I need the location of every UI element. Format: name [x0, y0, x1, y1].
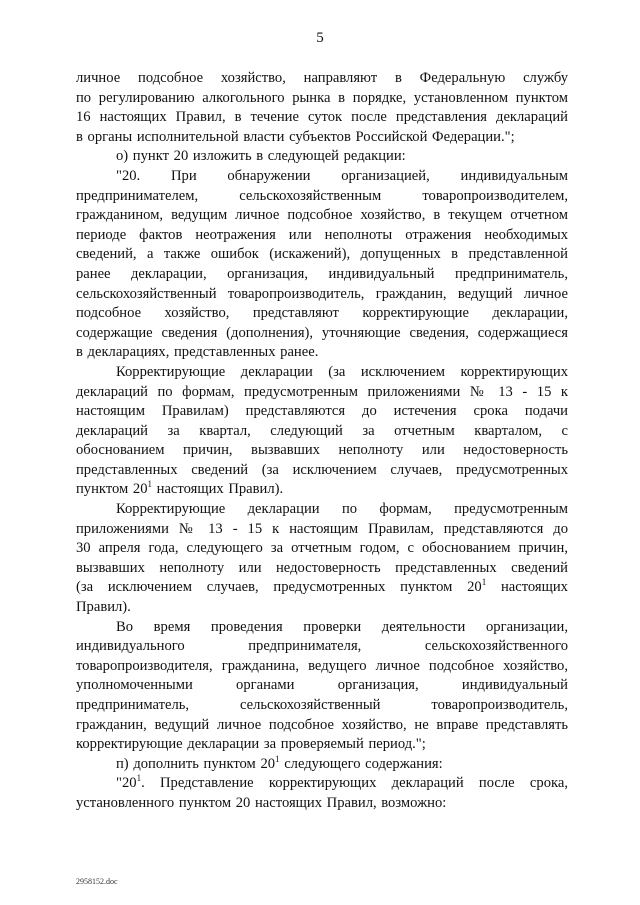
text-fragment: следующего содержания: [279, 755, 443, 772]
text-line: Корректирующие декларации по формам, предусмотренным [116, 501, 568, 518]
footer-filename: 2958152.doc [76, 877, 118, 886]
superscript: 1 [275, 753, 280, 764]
text-fragment: (за исключением случаев, предусмотренных пунктом 20 [76, 579, 482, 596]
text-line: настоящим Правилам) представляются до истечения срока подачи [76, 403, 568, 420]
page-number: 5 [316, 30, 324, 46]
text-line: в органы исполнительной власти субъектов Российской Федерации."; [76, 128, 515, 145]
text-line: гражданин, ведущий личное подсобное хозяйство, не вправе представлять [76, 716, 568, 733]
superscript: 1 [136, 773, 142, 784]
text-line: сведений, а также ошибок (искажений), допущенных в представленной [76, 246, 568, 263]
text-line: представленных сведений (за исключением случаев, предусмотренных [76, 461, 568, 478]
text-line [76, 480, 568, 500]
text-line: приложениями № 13 - 15 к настоящим Правилам, представляются до [76, 520, 568, 537]
text-line: предприниматель, сельскохозяйственный товаропроизводитель, [76, 697, 568, 713]
text-line: товаропроизводителя, гражданина, ведущего личное подсобное хозяйство, [76, 657, 568, 674]
superscript: 1 [147, 479, 152, 490]
text-line: содержащие сведения (дополнения), уточняющие сведения, содержащиеся [76, 324, 568, 341]
text-line: деклараций по формам, предусмотренным приложениями № 13 - 15 к [76, 383, 568, 400]
text-line: корректирующие декларации за проверяемый период."; [76, 736, 426, 753]
text-line: сельскохозяйственный товаропроизводитель, гражданин, ведущий личное [76, 285, 568, 302]
text-line: гражданином, ведущим личное подсобное хозяйство, в текущем отчетном [76, 207, 568, 224]
text-fragment: "20 [116, 775, 137, 792]
text-line: обоснованием причин, вызвавших неполноту или недостоверность [76, 442, 568, 459]
text-line [76, 755, 568, 775]
text-line: "20. При обнаружении организацией, индивидуальным [116, 167, 568, 184]
text-line: ранее декларации, организация, индивидуальный предприниматель, [76, 265, 568, 282]
text-line: периоде фактов неотражения или неполноты отражения необходимых [76, 226, 568, 243]
text-line: 16 настоящих Правил, в течение суток после представления деклараций [76, 109, 568, 126]
text-line: деклараций за квартал, следующий за отчетным кварталом, с [76, 422, 568, 439]
text-fragment: пунктом 20 [76, 481, 148, 498]
document-body [76, 69, 568, 814]
superscript: 1 [481, 577, 487, 588]
text-line: предпринимателем, сельскохозяйственным товаропроизводителем, [76, 187, 568, 204]
text-line: вызвавших неполноту или недостоверность представленных сведений [76, 559, 568, 576]
text-fragment: настоящих [486, 579, 568, 596]
text-line: подсобное хозяйство, представляют корректирующие декларации, [76, 305, 568, 322]
text-line: по регулированию алкогольного рынка в порядке, установленном пунктом [76, 89, 568, 106]
text-line: Корректирующие декларации (за исключением корректирующих [116, 363, 568, 380]
text-fragment: . Представление корректирующих деклараций после срока, [141, 775, 568, 792]
text-fragment: настоящих Правил). [152, 481, 284, 498]
text-line: индивидуального предпринимателя, сельскохозяйственного [76, 638, 568, 655]
text-line [76, 774, 568, 794]
text-line: личное подсобное хозяйство, направляют в Федеральную службу [76, 70, 568, 86]
text-line: в декларациях, представленных ранее. [76, 344, 319, 361]
text-line: установленного пунктом 20 настоящих Правил, возможно: [76, 794, 447, 811]
text-line: о) пункт 20 изложить в следующей редакции: [116, 148, 406, 165]
text-line: уполномоченными органами организация, индивидуальный [76, 677, 568, 694]
text-fragment: п) дополнить пунктом 20 [116, 755, 276, 772]
text-line: Во время проведения проверки деятельности организации, [116, 618, 568, 635]
text-line: 30 апреля года, следующего за отчетным годом, с обоснованием причин, [76, 540, 568, 557]
text-line: Правил). [76, 599, 131, 616]
text-line [76, 578, 568, 598]
